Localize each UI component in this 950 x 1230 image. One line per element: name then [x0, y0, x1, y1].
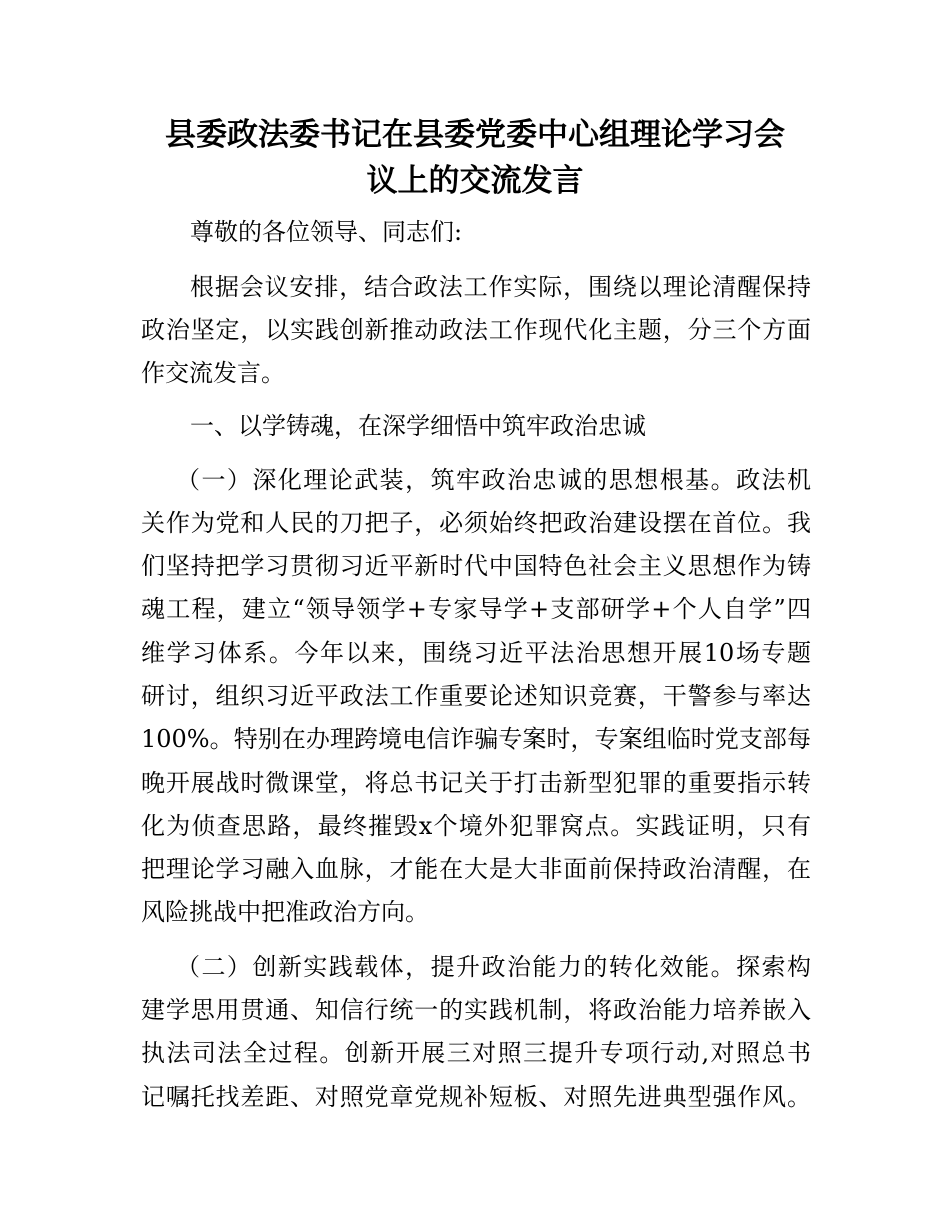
title-line: 县委政法委书记在县委党委中心组理论学习会 — [165, 117, 785, 153]
salutation: 尊敬的各位领导、同志们: — [190, 218, 463, 246]
body-line: （二）创新实践载体，提升政治能力的转化效能。探索构 — [176, 953, 811, 981]
body-line: 把理论学习融入血脉，才能在大是大非面前保持政治清醒，在 — [141, 855, 811, 883]
section-heading: 一、以学铸魂，在深学细悟中筑牢政治忠诚 — [190, 412, 646, 440]
body-line: 100%。特别在办理跨境电信诈骗专案时，专案组临时党支部每 — [141, 725, 811, 753]
body-line: 关作为党和人民的刀把子，必须始终把政治建设摆在首位。我 — [141, 509, 811, 537]
body-line: 化为侦查思路，最终摧毁x个境外犯罪窝点。实践证明，只有 — [141, 812, 811, 840]
intro-line: 根据会议安排，结合政法工作实际，围绕以理论清醒保持 — [190, 273, 811, 301]
body-line: 记嘱托找差距、对照党章党规补短板、对照先进典型强作风。 — [141, 1083, 811, 1111]
intro-line: 政治坚定，以实践创新推动政法工作现代化主题，分三个方面 — [141, 316, 811, 344]
body-line: 执法司法全过程。创新开展三对照三提升专项行动,对照总书 — [141, 1039, 811, 1067]
body-line: 建学思用贯通、知信行统一的实践机制，将政治能力培养嵌入 — [141, 996, 811, 1024]
body-line: 晚开展战时微课堂，将总书记关于打击新型犯罪的重要指示转 — [141, 769, 811, 797]
intro-line: 作交流发言。 — [141, 359, 285, 387]
body-line: 维学习体系。今年以来，围绕习近平法治思想开展10场专题 — [141, 639, 811, 667]
body-line: 风险挑战中把准政治方向。 — [141, 898, 429, 926]
body-line: 研讨，组织习近平政法工作重要论述知识竞赛，干警参与率达 — [141, 682, 811, 710]
body-line: （一）深化理论武装，筑牢政治忠诚的思想根基。政法机 — [176, 466, 811, 494]
body-line: 们坚持把学习贯彻习近平新时代中国特色社会主义思想作为铸 — [141, 552, 811, 580]
body-line: 魂工程，建立“领导领学+专家导学+支部研学+个人自学”四 — [141, 595, 811, 623]
document-title — [100, 112, 850, 204]
title-line: 议上的交流发言 — [366, 163, 584, 199]
